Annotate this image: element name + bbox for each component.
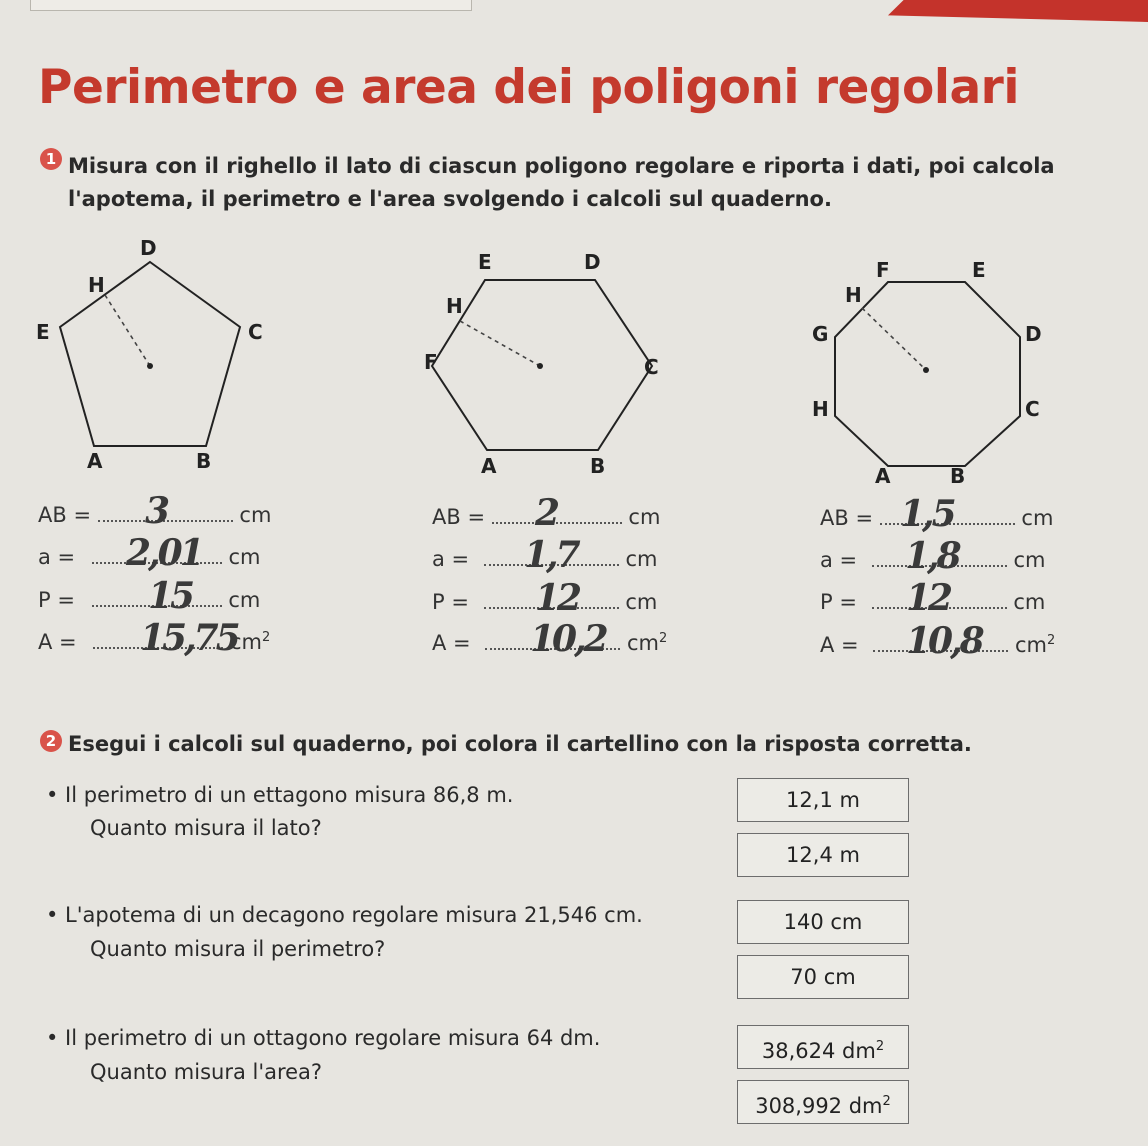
- answer-option[interactable]: 140 cm: [737, 900, 909, 944]
- pentagon-shape: [60, 262, 240, 446]
- pentagon-area-row: $A = cm^2$: [38, 630, 271, 654]
- hexagon-perimeter-row: P = cm: [432, 590, 658, 614]
- answer-option[interactable]: 12,1 m: [737, 778, 909, 822]
- pentagon-vertex-label: C: [248, 320, 263, 344]
- octagon-vertex-label: E: [972, 258, 986, 282]
- octagon-vertex-label: D: [1025, 322, 1042, 346]
- pentagon-vertex-label: D: [140, 236, 157, 260]
- hexagon-vertex-label: D: [584, 250, 601, 274]
- octagon-vertex-label: B: [950, 464, 966, 488]
- pentagon-apothem-row: a = cm: [38, 545, 261, 569]
- handwritten-answer: 12: [906, 577, 951, 619]
- pentagon-vertex-label: H: [88, 273, 105, 297]
- handwritten-answer: 15,75: [140, 617, 238, 659]
- answer-option[interactable]: 308,992 $dm^2$: [737, 1080, 909, 1124]
- pentagon-apothem: [105, 295, 150, 366]
- exercise-1-badge: 1: [40, 148, 62, 170]
- question-subtext: Quanto misura il lato?: [90, 816, 322, 840]
- octagon-apothem-row: a = cm: [820, 548, 1046, 572]
- hexagon-apothem: [460, 321, 540, 366]
- hexagon-vertex-label: F: [424, 350, 438, 374]
- handwritten-answer: 15: [148, 575, 193, 617]
- hexagon-vertex-label: E: [478, 250, 492, 274]
- hexagon-vertex-label: H: [446, 294, 463, 318]
- octagon-vertex-label: C: [1025, 397, 1040, 421]
- hexagon-area-row: $A = cm^2$: [432, 631, 668, 655]
- handwritten-answer: 1,7: [524, 534, 578, 576]
- question-text: • Il perimetro di un ottagono regolare misura 64 dm.: [46, 1026, 601, 1050]
- octagon-vertex-label: H: [812, 397, 829, 421]
- octagon-apothem: [862, 308, 926, 370]
- handwritten-answer: 1,8: [905, 535, 959, 577]
- handwritten-answer: 1,5: [900, 493, 954, 535]
- exercise-1-instruction: Misura con il righello il lato di ciascun poligono regolare e riporta i dati, poi calcola l'apotema, il perimetro e l'area svolgendo i calcoli sul quaderno.: [68, 154, 1055, 211]
- page-title: Perimetro e area dei poligoni regolari: [38, 60, 1019, 115]
- answer-option[interactable]: 70 cm: [737, 955, 909, 999]
- pentagon-perimeter-row: P = cm: [38, 588, 261, 612]
- octagon-ab-row: AB = cm: [820, 506, 1054, 530]
- octagon-vertex-label: G: [812, 322, 829, 346]
- answer-option[interactable]: 38,624 $dm^2$: [737, 1025, 909, 1069]
- hexagon-vertex-label: C: [644, 355, 659, 379]
- octagon-perimeter-row: P = cm: [820, 590, 1046, 614]
- octagon-center: [923, 367, 929, 373]
- pentagon-vertex-label: A: [87, 449, 103, 473]
- octagon-vertex-label: H: [845, 283, 862, 307]
- answer-option[interactable]: 12,4 m: [737, 833, 909, 877]
- handwritten-answer: 12: [535, 577, 580, 619]
- pentagon-ab-row: AB = cm: [38, 503, 272, 527]
- octagon-area-row: $A = cm^2$: [820, 633, 1056, 657]
- hexagon-ab-row: AB = cm: [432, 505, 661, 529]
- octagon-vertex-label: F: [876, 258, 890, 282]
- hexagon-apothem-row: a = cm: [432, 547, 658, 571]
- handwritten-answer: 2: [535, 492, 558, 534]
- question-subtext: Quanto misura il perimetro?: [90, 937, 386, 961]
- question-text: • L'apotema di un decagono regolare misura 21,546 cm.: [46, 903, 643, 927]
- hexagon-vertex-label: B: [590, 454, 606, 478]
- exercise-2-instruction: Esegui i calcoli sul quaderno, poi colora il cartellino con la risposta corretta.: [68, 732, 972, 756]
- exercise-2-badge: 2: [40, 730, 62, 752]
- pentagon-vertex-label: B: [196, 449, 212, 473]
- handwritten-answer: 2,01: [126, 532, 202, 574]
- question-subtext: Quanto misura l'area?: [90, 1060, 323, 1084]
- pentagon-center: [147, 363, 153, 369]
- handwritten-answer: 10,8: [906, 620, 982, 662]
- hexagon-vertex-label: A: [481, 454, 497, 478]
- hexagon-center: [537, 363, 543, 369]
- question-text: • Il perimetro di un ettagono misura 86,8 m.: [46, 783, 514, 807]
- octagon-vertex-label: A: [875, 464, 891, 488]
- pentagon-vertex-label: E: [36, 320, 50, 344]
- handwritten-answer: 10,2: [530, 618, 606, 660]
- handwritten-answer: 3: [145, 490, 168, 532]
